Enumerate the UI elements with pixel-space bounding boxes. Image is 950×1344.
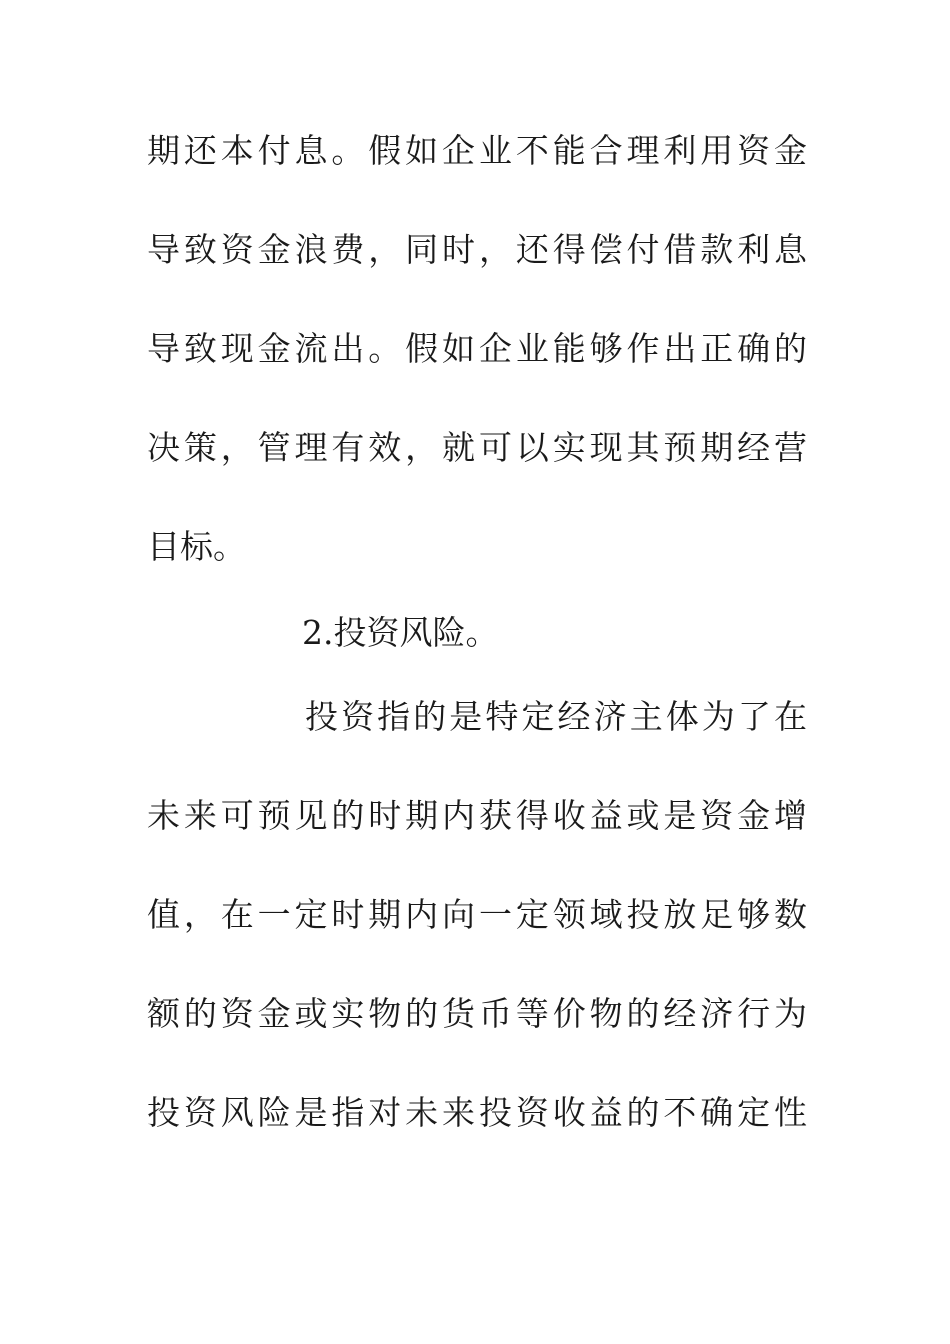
paragraph-1-line-4: 决策，管理有效，就可以实现其预期经营 xyxy=(147,428,807,467)
paragraph-1-line-1: 期还本付息。假如企业不能合理利用资金 xyxy=(147,131,807,170)
paragraph-1-line-3: 导致现金流出。假如企业能够作出正确的 xyxy=(147,329,807,368)
paragraph-1-line-2: 导致资金浪费，同时，还得偿付借款利息 xyxy=(147,230,807,269)
paragraph-2-line-3: 值，在一定时期内向一定领域投放足够数 xyxy=(147,895,807,934)
paragraph-2-line-5: 投资风险是指对未来投资收益的不确定性 xyxy=(147,1093,807,1132)
paragraph-2-line-2: 未来可预见的时期内获得收益或是资金增 xyxy=(147,796,807,835)
paragraph-1-line-5: 目标。 xyxy=(147,527,246,566)
paragraph-2-line-4: 额的资金或实物的货币等价物的经济行为 xyxy=(147,994,807,1033)
paragraph-2-line-1: 投资指的是特定经济主体为了在 xyxy=(305,697,807,736)
section-heading: 2.投资风险。 xyxy=(302,613,499,652)
